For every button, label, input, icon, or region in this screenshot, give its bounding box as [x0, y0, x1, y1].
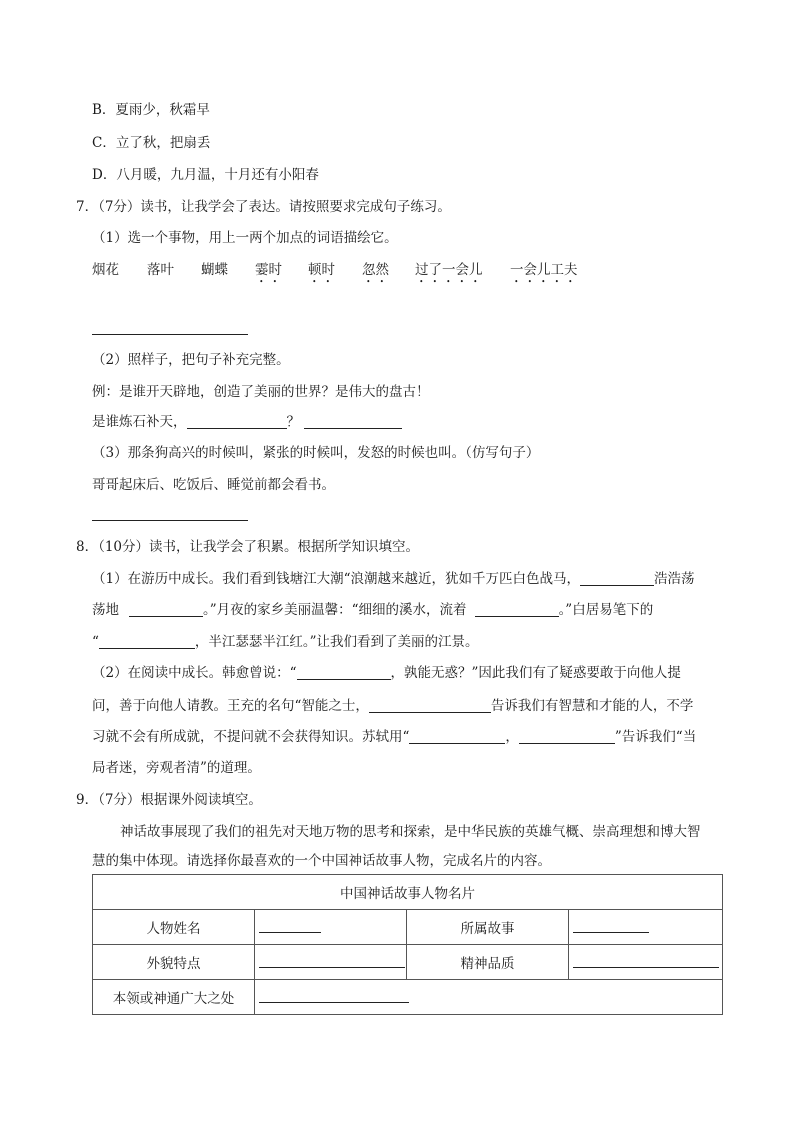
word-dotted-5: 一会儿工夫 [510, 262, 578, 278]
q7-fill-mark: ？ [286, 414, 300, 430]
word-butterfly: 蝴蝶 [201, 262, 228, 278]
q8-line-4: （2）在阅读中成长。韩愈曾说：“ ，孰能无惑？”因此我们有了疑惑要敢于向他人提 [92, 665, 681, 681]
option-c: C．立了秋，把扇丢 [92, 135, 211, 151]
q8-line-6: 习就不会有所成就，不提问就不会获得知识。苏轼用“ ， ”告诉我们“当 [92, 729, 697, 745]
word-dotted-4: 过了一会儿 [415, 262, 483, 278]
appearance-field[interactable] [255, 945, 407, 980]
option-b: B．夏雨少，秋霜早 [92, 102, 210, 118]
word-dotted-1: 霎时 [255, 262, 282, 278]
story-field[interactable] [569, 910, 723, 945]
q7-title: 7．（7分）读书，让我学会了表达。请按照要求完成句子练习。 [76, 199, 451, 215]
word-fireworks: 烟花 [92, 262, 119, 278]
q7-part3-lead: 哥哥起床后、吃饭后、睡觉前都会看书。 [92, 477, 335, 493]
q8-line-1: （1）在游历中成长。我们看到钱塘江大潮“浪潮越来越近，犹如千万匹白色战马， 浩浩荡 [92, 571, 695, 587]
blank-i[interactable] [409, 729, 505, 744]
q9-paragraph-2: 慧的集中体现。请选择你最喜欢的一个中国神话故事人物，完成名片的内容。 [92, 853, 551, 869]
q7-fill-line [92, 413, 402, 431]
q8-line-5: 问，善于向他人请教。王充的名句“智能之士， 告诉我们有智慧和才能的人，不学 [92, 698, 694, 714]
q7-part1: （1）选一个事物，用上一两个加点的词语描绘它。 [92, 230, 398, 246]
spirit-label: 精神品质 [407, 945, 569, 980]
ability-field[interactable] [255, 980, 723, 1015]
story-label: 所属故事 [407, 910, 569, 945]
name-field[interactable] [255, 910, 407, 945]
answer-line-1[interactable] [92, 334, 248, 335]
ability-label: 本领或神通广大之处 [93, 980, 255, 1015]
blank-e[interactable] [475, 602, 559, 617]
q8-line-7: 局者迷，旁观者清”的道理。 [92, 760, 261, 776]
q7-fill-lead: 是谁炼石补天， [92, 414, 187, 430]
blank-a[interactable] [187, 414, 287, 429]
word-fallen-leaves: 落叶 [147, 262, 174, 278]
word-dotted-2: 顿时 [308, 262, 335, 278]
option-d: D．八月暖，九月温，十月还有小阳春 [92, 167, 319, 183]
blank-c[interactable] [580, 571, 654, 586]
q9-paragraph-1: 神话故事展现了我们的祖先对天地万物的思考和探索，是中华民族的英雄气概、崇高理想和博大智 [120, 824, 701, 840]
name-label: 人物姓名 [93, 910, 255, 945]
character-card [92, 874, 723, 1015]
q7-example: 例：是谁开天辟地，创造了美丽的世界？是伟大的盘古！ [92, 384, 430, 400]
blank-b[interactable] [304, 414, 402, 429]
q9-title: 9．（7分）根据课外阅读填空。 [76, 792, 262, 808]
spirit-field[interactable] [569, 945, 723, 980]
word-dotted-3: 忽然 [362, 262, 389, 278]
blank-g[interactable] [297, 665, 391, 680]
blank-d[interactable] [129, 602, 203, 617]
answer-line-2[interactable] [92, 520, 248, 521]
blank-j[interactable] [519, 729, 615, 744]
q8-line-2: 荡地 。”月夜的家乡美丽温馨：“细细的溪水，流着 。”白居易笔下的 [92, 602, 654, 618]
q8-title: 8．（10分）读书，让我学会了积累。根据所学知识填空。 [76, 539, 420, 555]
q8-line-3: “ ，半江瑟瑟半江红。”让我们看到了美丽的江景。 [92, 634, 479, 650]
blank-f[interactable] [99, 634, 195, 649]
q7-part2: （2）照样子，把句子补充完整。 [92, 352, 290, 368]
q7-part3: （3）那条狗高兴的时候叫，紧张的时候叫，发怒的时候也叫。（仿写句子） [92, 445, 540, 461]
card-caption: 中国神话故事人物名片 [93, 875, 723, 910]
blank-h[interactable] [369, 698, 491, 713]
appearance-label: 外貌特点 [93, 945, 255, 980]
